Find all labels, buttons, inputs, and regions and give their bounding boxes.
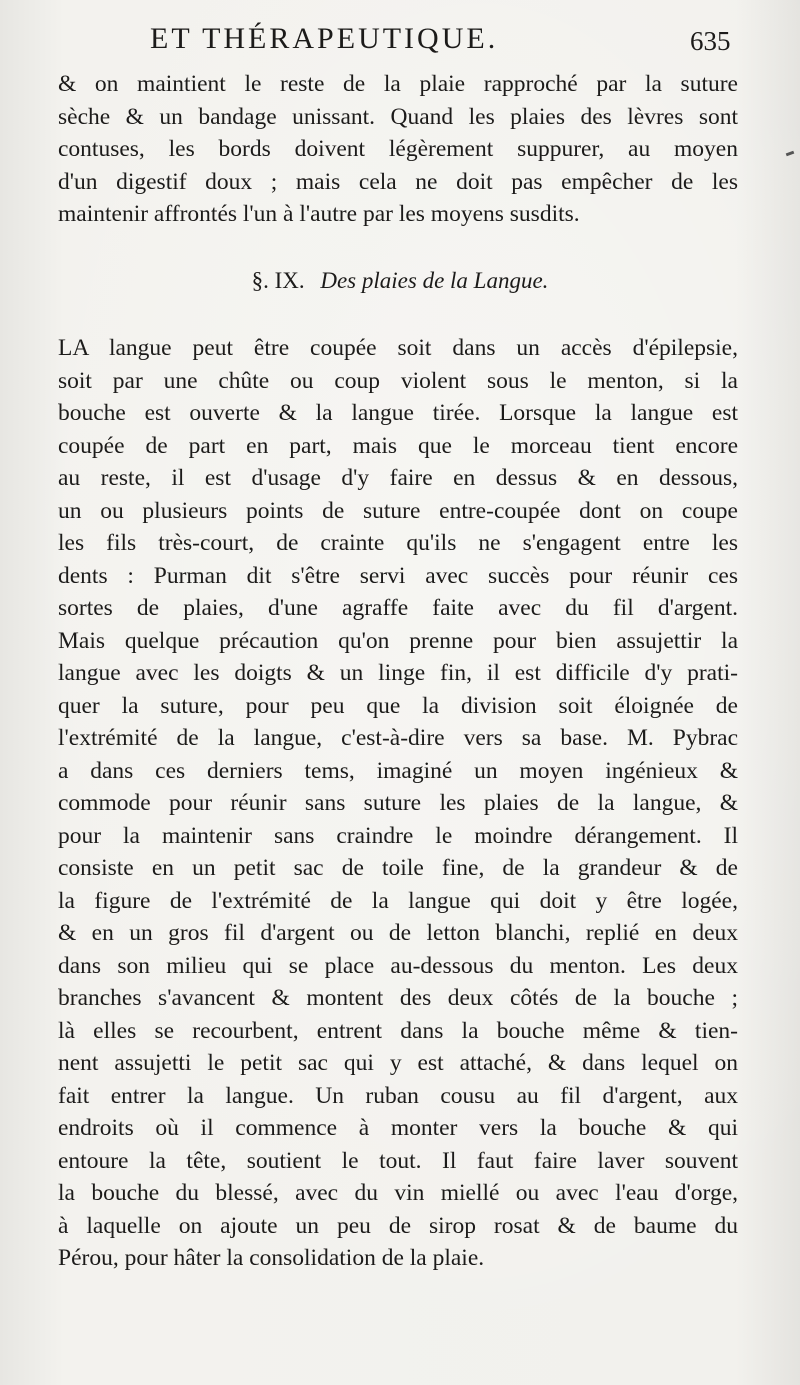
text-line: dans son milieu qui se place au-dessous du menton. Les deux [58,952,738,979]
text-line: entoure la tête, soutient le tout. Il faut faire laver souvent [58,1147,738,1174]
text-line: bouche est ouverte & la langue tirée. Lorsque la langue est [58,400,738,426]
text-line: les fils très-court, de crainte qu'ils ne s'engagent entre les [58,530,738,556]
text-line: dents : Purman dit s'être servi avec succès pour réunir ces [58,562,738,589]
text-line: langue avec les doigts & un linge fin, il est difficile d'y prati- [58,660,738,686]
text-line: à laquelle on ajoute un peu de sirop rosat & de baume du [58,1212,738,1239]
text-line: & en un gros fil d'argent ou de letton blanchi, replié en deux [58,920,738,946]
text-line: un ou plusieurs points de suture entre-coupée dont on coupe [58,497,738,524]
text-line: l'extrémité de la langue, c'est-à-dire vers sa base. M. Pybrac [58,725,738,751]
paragraph-continuation [58,68,738,231]
text-line: Mais quelque précaution qu'on prenne pour bien assujettir la [58,627,738,654]
text-line: sèche & un bandage unissant. Quand les plaies des lèvres sont [58,103,738,130]
text-line: quer la suture, pour peu que la division soit éloignée de [58,692,738,719]
text-line: a dans ces derniers tems, imaginé un moyen ingénieux & [58,757,738,784]
ink-speck [786,151,795,157]
text-line: LA langue peut être coupée soit dans un accès d'épilepsie, [58,335,738,361]
section-number: §. IX. [251,268,305,293]
running-head [0,22,800,62]
text-line: soit par une chûte ou coup violent sous le menton, si la [58,367,738,394]
text-line: d'un digestif doux ; mais cela ne doit pas empêcher de les [58,168,738,195]
section-title: Des plaies de la Langue. [320,268,549,293]
paragraph-tongue-wounds [58,332,738,1275]
text-line: au reste, il est d'usage d'y faire en dessus & en dessous, [58,465,738,491]
running-title: ET THÉRAPEUTIQUE. [150,22,499,55]
text-line: consiste en un petit sac de toile fine, de la grandeur & de [58,855,738,881]
section-heading [0,268,800,294]
text-line: branches s'avancent & montent des deux côtés de la bouche ; [58,985,738,1011]
text-line: la bouche du blessé, avec du vin miellé ou avec l'eau d'orge, [58,1180,738,1206]
text-line: endroits où il commence à monter vers la bouche & qui [58,1115,738,1141]
text-line: la figure de l'extrémité de la langue qui doit y être logée, [58,887,738,914]
page-number: 635 [690,26,731,56]
text-line: pour la maintenir sans craindre le moindre dérangement. Il [58,822,738,849]
text-line: Pérou, pour hâter la consolidation de la plaie. [58,1245,485,1271]
text-line: & on maintient le reste de la plaie rapproché par la suture [58,71,738,97]
text-line: commode pour réunir sans suture les plaies de la langue, & [58,790,738,816]
text-line: maintenir affrontés l'un à l'autre par les moyens susdits. [58,201,580,227]
text-line: fait entrer la langue. Un ruban cousu au fil d'argent, aux [58,1082,738,1109]
text-line: nent assujetti le petit sac qui y est attaché, & dans lequel on [58,1050,738,1076]
text-line: coupée de part en part, mais que le morceau tient encore [58,432,738,459]
text-line: sortes de plaies, d'une agraffe faite avec du fil d'argent. [58,595,738,621]
text-line: là elles se recourbent, entrent dans la bouche même & tien- [58,1017,738,1044]
text-line: contuses, les bords doivent légèrement suppurer, au moyen [58,136,738,162]
